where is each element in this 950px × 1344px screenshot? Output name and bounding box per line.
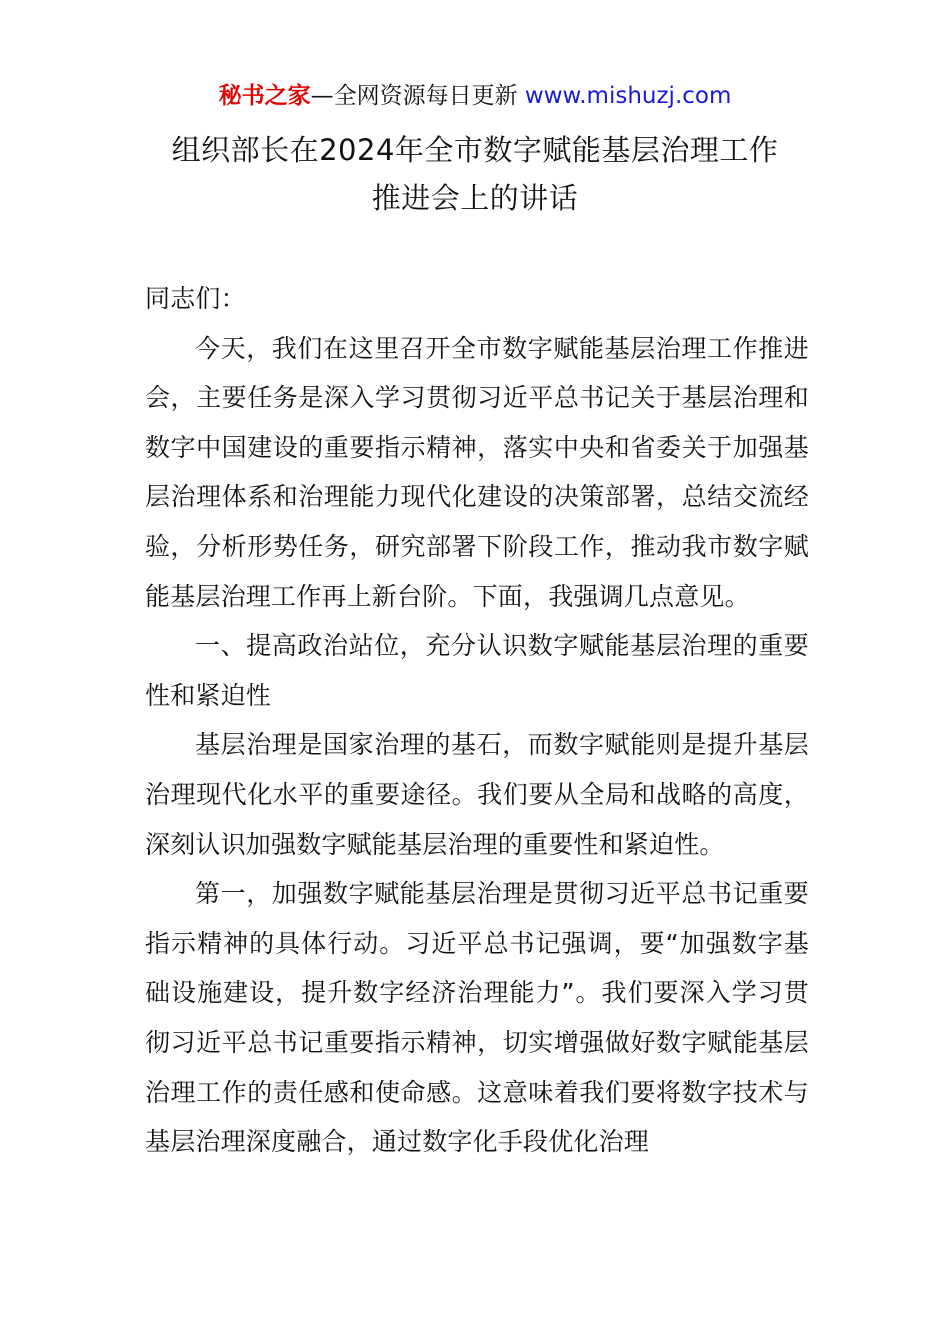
salutation: 同志们： [145, 284, 246, 313]
site-brand: 秘书之家 [218, 83, 311, 109]
document-title [100, 126, 850, 222]
document-body [145, 274, 809, 1167]
site-slogan: —全网资源每日更新 [310, 83, 518, 109]
paragraph-intro: 今天，我们在这里召开全市数字赋能基层治理工作推进会，主要任务是深入学习贯彻习近平总书记关于基层治理和数字中国建设的重要指示精神，落实中央和省委关于加强基层治理体系和治理能力现代化建设的决策部署，总结交流经验，分析形势任务，研究部署下阶段工作，推动我市数字赋能基层治理工作再上新台阶。下面，我强调几点意见。 [145, 333, 809, 611]
title-line-2: 推进会上的讲话 [371, 181, 579, 215]
site-header [0, 80, 950, 112]
section-heading-1: 一、提高政治站位，充分认识数字赋能基层治理的重要性和紧迫性 [145, 631, 809, 710]
site-url-link[interactable]: www.mishuzj.com [524, 83, 732, 109]
paragraph-point-1: 第一，加强数字赋能基层治理是贯彻习近平总书记重要指示精神的具体行动。习近平总书记强调，要“加强数字基础设施建设，提升数字经济治理能力”。我们要深入学习贯彻习近平总书记重要指示精神，切实增强做好数字赋能基层治理工作的责任感和使命感。这意味着我们要将数字技术与基层治理深度融合，通过数字化手段优化治理 [145, 879, 809, 1157]
paragraph-section-1-intro: 基层治理是国家治理的基石，而数字赋能则是提升基层治理现代化水平的重要途径。我们要从全局和战略的高度，深刻认识加强数字赋能基层治理的重要性和紧迫性。 [145, 730, 809, 859]
title-line-1: 组织部长在2024年全市数字赋能基层治理工作 [171, 133, 779, 167]
